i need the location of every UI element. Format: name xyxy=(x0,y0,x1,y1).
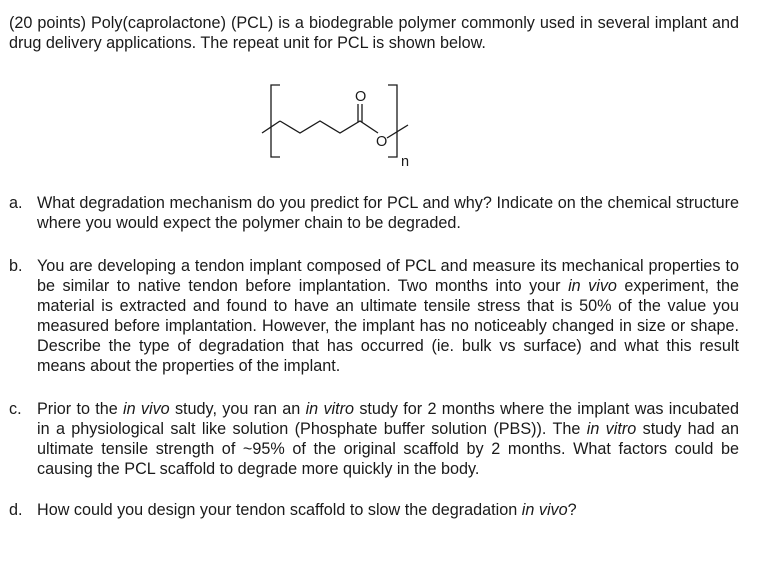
text-run: What degradation mechanism do you predict for PCL and why? Indicate on the chemical structure where you would expect the polymer chain to be degraded. xyxy=(37,194,739,232)
question-text xyxy=(37,256,739,376)
text-run: experiment, the material is extracted and found to have an ultimate tensile stress that is 50% of the value you measured before implantation. However, the implant has no noticeably changed in size or shape. Describe the type of degradation that has occurred (ie. bulk vs surface) and what this result means about the properties of the implant. xyxy=(37,277,739,375)
problem-intro: (20 points) Poly(caprolactone) (PCL) is a biodegrable polymer commonly used in several implant and drug delivery applications. The repeat unit for PCL is shown below. xyxy=(9,14,739,52)
italic-term: in vivo xyxy=(568,277,617,295)
question-text xyxy=(37,193,739,233)
question-letter: d. xyxy=(9,501,23,519)
question-d xyxy=(9,500,739,520)
text-run: You are developing a tendon implant composed of PCL and measure its mechanical properties to be similar to native tendon before implantation. Two months into your xyxy=(37,257,739,295)
ester-oxygen-label: O xyxy=(376,134,388,150)
text-run: How could you design your tendon scaffold to slow the degradation xyxy=(37,501,522,519)
question-letter: a. xyxy=(9,194,23,212)
text-run: Prior to the xyxy=(37,400,124,418)
italic-term: in vitro xyxy=(305,400,355,418)
question-letter: b. xyxy=(9,257,23,275)
italic-term: in vitro xyxy=(586,420,637,438)
question-text xyxy=(37,500,739,520)
carbon-chain xyxy=(280,121,378,133)
question-text xyxy=(37,399,739,479)
text-run: study, you ran an xyxy=(169,400,306,418)
pcl-repeat-unit-structure xyxy=(250,76,470,171)
text-run: study had an ultimate tensile strength of ~95% of the original scaffold by 2 months. What factors could be causing the PCL scaffold to degrade more quickly in the body. xyxy=(37,420,739,478)
italic-term: in vivo xyxy=(521,501,568,519)
pcl-structure-drawing xyxy=(250,76,470,171)
question-a xyxy=(9,193,739,233)
question-letter: c. xyxy=(9,400,22,418)
italic-term: in vivo xyxy=(123,400,170,418)
left-bracket xyxy=(271,85,280,157)
right-bracket xyxy=(388,85,397,157)
repeat-subscript-n: n xyxy=(401,154,410,170)
text-run: ? xyxy=(567,501,577,519)
question-b xyxy=(9,256,739,376)
question-c xyxy=(9,399,739,479)
text-run: study for 2 months where the implant was incubated in a physiological salt like solution (Phosphate buffer solution (PBS)). The xyxy=(37,400,739,438)
carbonyl-oxygen-label: O xyxy=(355,89,367,105)
